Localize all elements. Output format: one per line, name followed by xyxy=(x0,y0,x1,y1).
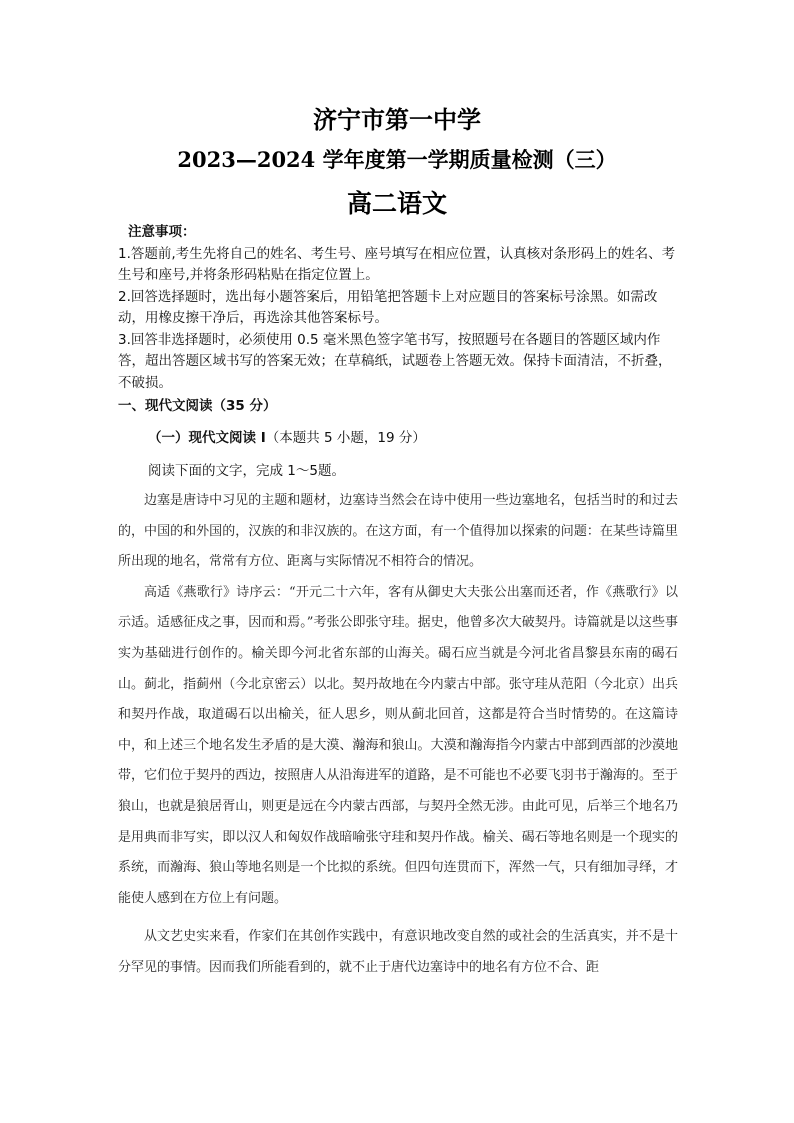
passage-paragraph: 从文艺史实来看，作家们在其创作实践中，有意识地改变自然的或社会的生活真实，并不是十分罕见的事情。因而我们所能看到的，就不止于唐代边塞诗中的地名有方位不合、距 xyxy=(118,929,678,975)
notice-heading: 注意事项： xyxy=(128,224,196,240)
reading-instruction: 阅读下面的文字，完成 1～5题。 xyxy=(148,463,345,479)
passage-paragraph: 高适《燕歌行》诗序云：“开元二十六年，客有从御史大夫张公出塞而还者，作《燕歌行》以示适。适感征戍之事，因而和焉。”考张公即张守珪。据史，他曾多次大破契丹。诗篇就是以这些事实为基础进行创作的。榆关即今河北省东部的山海关。碣石应当就是今河北省昌黎县东南的碣石山。蓟北，指蓟州（今北京密云）以北。契丹故地在今内蒙古中部。张守珪从范阳（今北京）出兵和契丹作战，取道碣石以出榆关，征人思乡，则从蓟北回首，这都是符合当时情势的。在这篇诗中，和上述三个地名发生矛盾的是大漠、瀚海和狼山。大漠和瀚海指今内蒙古中部到西部的沙漠地带，它们位于契丹的西边，按照唐人从沿海进军的道路，是不可能也不必要飞羽书于瀚海的。至于狼山，也就是狼居胥山，则更是远在今内蒙古西部，与契丹全然无涉。由此可见，后举三个地名乃是用典而非写实，即以汉人和匈奴作战暗喻张守珪和契丹作战。榆关、碣石等地名则是一个现实的系统，而瀚海、狼山等地名则是一个比拟的系统。但四句连贯而下，浑然一气，只有细加寻绎，才能使人感到在方位上有问题。 xyxy=(118,584,678,906)
subsection-label: （一）现代文阅读 I xyxy=(148,430,266,446)
subsection-heading xyxy=(148,426,426,446)
passage-paragraph: 边塞是唐诗中习见的主题和题材，边塞诗当然会在诗中使用一些边塞地名，包括当时的和过去的，中国的和外国的，汉族的和非汉族的。在这方面，有一个值得加以探索的问题：在某些诗篇里所出现的地名，常常有方位、距离与实际情况不相符合的情况。 xyxy=(118,493,678,570)
notice-block xyxy=(118,222,678,394)
section-heading: 一、现代文阅读（35 分） xyxy=(118,398,277,414)
exam-title: 2023—2024 学年度第一学期质量检测（三） xyxy=(177,147,617,172)
notice-item: 3.回答非选择题时，必须使用 0.5 毫米黑色签字笔书写，按照题号在各题目的答题区域内作答，超出答题区域书写的答案无效；在草稿纸，试题卷上答题无效。保持卡面清洁，不折叠，不破损。 xyxy=(118,331,672,391)
subject-title: 高二语文 xyxy=(346,189,447,218)
notice-item: 2.回答选择题时，选出每小题答案后，用铅笔把答题卡上对应题目的答案标号涂黑。如需改动，用橡皮擦干净后，再选涂其他答案标号。 xyxy=(118,288,658,326)
school-title: 济宁市第一中学 xyxy=(313,105,481,134)
notice-item: 1.答题前,考生先将自己的姓名、考生号、座号填写在相应位置，认真核对条形码上的姓名、考生号和座号,并将条形码粘贴在指定位置上。 xyxy=(118,245,676,283)
reading-passage xyxy=(118,486,678,984)
subsection-detail: （本题共 5 小题，19 分） xyxy=(265,430,426,446)
